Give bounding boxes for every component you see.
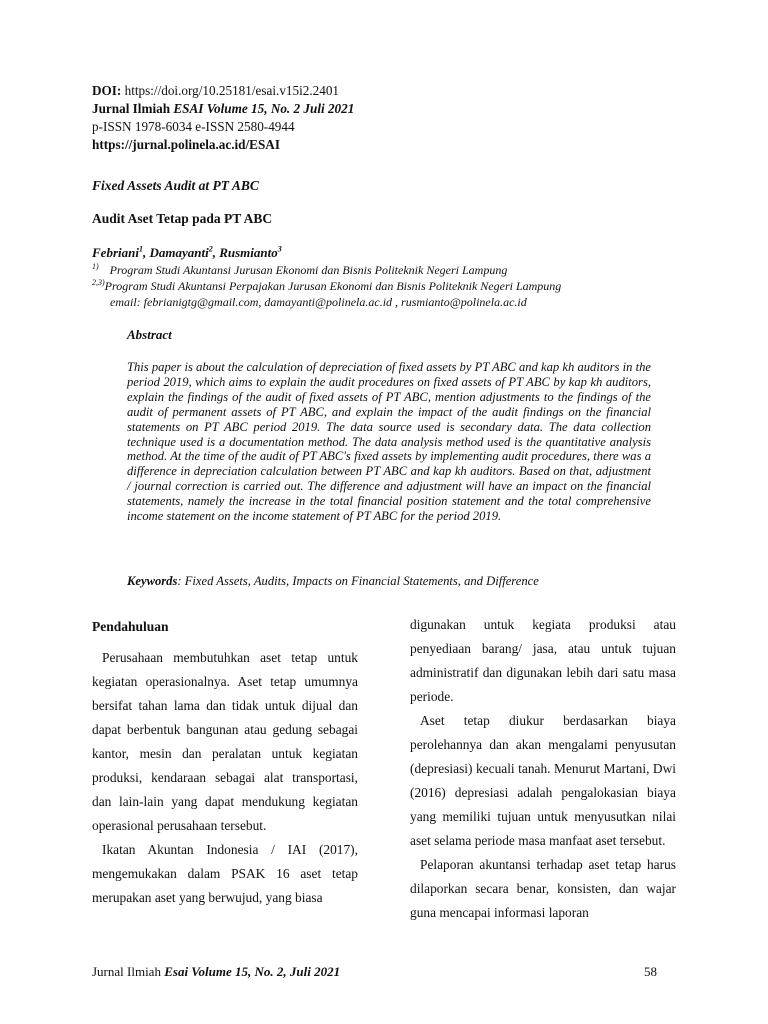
right-column xyxy=(410,613,676,925)
affiliation-mark: 1) xyxy=(92,262,99,271)
paragraph: Pelaporan akuntansi terhadap aset tetap harus dilaporkan secara benar, konsisten, dan wajar guna mencapai informasi laporan xyxy=(410,857,676,920)
footer-journal xyxy=(92,964,340,980)
journal-issue: ESAI Volume 15, No. 2 Juli 2021 xyxy=(173,101,355,116)
author-emails: email: febrianigtg@gmail.com, damayanti@polinela.ac.id , rusmianto@polinela.ac.id xyxy=(110,295,527,309)
affiliation-2 xyxy=(92,279,561,295)
doi-label: DOI: xyxy=(92,83,122,98)
author-sup: 2 xyxy=(208,244,213,254)
keywords-label: Keywords xyxy=(127,574,178,588)
doi-link[interactable]: https://doi.org/10.25181/esai.v15i2.2401 xyxy=(121,83,340,98)
issn-line: p-ISSN 1978-6034 e-ISSN 2580-4944 xyxy=(92,119,295,134)
section-heading: Pendahuluan xyxy=(92,619,169,634)
footer-issue: Esai Volume 15, No. 2, Juli 2021 xyxy=(164,964,341,979)
paragraph: Perusahaan membutuhkan aset tetap untuk kegiatan operasionalnya. Aset tetap umumnya bersifat tahan lama dan tidak untuk dijual dan dapat berbentuk bangunan atau gedung sebagai kantor, mesin dan peralatan untuk kegiatan produksi, kendaraan sebagai alat transportasi, dan lain-lain yang dapat mendukung kegiatan operasional perusahaan tersebut. xyxy=(92,650,358,833)
abstract-heading: Abstract xyxy=(127,327,172,342)
page-number: 58 xyxy=(644,964,657,979)
author-name: Damayanti xyxy=(149,245,209,260)
journal-url[interactable]: https://jurnal.polinela.ac.id/ESAI xyxy=(92,137,280,152)
abstract-text: This paper is about the calculation of depreciation of fixed assets by PT ABC and kap kh auditors in the period 2019, which aims to explain the audit procedures on fixed assets of PT ABC by kap kh auditors, explain the findings of the audit of fixed assets of PT ABC, mention adjustments to the findings of the audit of permanent assets of PT ABC, and explain the impact of the audit findings on the financial statements on PT ABC period 2019. The data source used is secondary data. The data collection technique used is a documentation method. The data analysis method used is the quantitative analysis method. At the time of the audit of PT ABC's fixed assets by implementing audit procedures, there was a difference in depreciation calculation between PT ABC and kap kh auditors. Based on that, adjustment / journal correction is carried out. The difference and adjustment will have an impact on the financial statements, namely the increase in the total financial position statement and the total comprehensive income statement on the income statement of PT ABC for the period 2019. xyxy=(127,360,651,524)
journal-line xyxy=(92,100,354,117)
journal-name: Jurnal Ilmiah xyxy=(92,101,174,116)
left-column xyxy=(92,646,358,910)
paragraph: digunakan untuk kegiata produksi atau penyediaan barang/ jasa, atau untuk tujuan administratif dan digunakan lebih dari satu masa periode. xyxy=(410,617,676,704)
paragraph: Ikatan Akuntan Indonesia / IAI (2017), mengemukakan dalam PSAK 16 aset tetap merupakan aset yang berwujud, yang biasa xyxy=(92,842,358,905)
author-sup: 1 xyxy=(138,244,143,254)
author-name: Febriani xyxy=(92,245,139,260)
paragraph: Aset tetap diukur berdasarkan biaya perolehannya dan akan mengalami penyusutan (depresiasi) kecuali tanah. Menurut Martani, Dwi (2016) depresiasi adalah pengalokasian biaya yang memiliki tujuan untuk menyusutkan nilai aset selama periode masa manfaat aset tersebut. xyxy=(410,713,676,848)
doi-line xyxy=(92,82,339,99)
footer-journal-name: Jurnal Ilmiah xyxy=(92,964,165,979)
affiliation-text: Program Studi Akuntansi Perpajakan Jurusan Ekonomi dan Bisnis Politeknik Negeri Lampung xyxy=(104,279,562,293)
author-name: Rusmianto xyxy=(219,245,278,260)
affiliation-mark: 2,3) xyxy=(92,278,105,287)
author-line: Febriani$^1$, Damayanti$^2$, Rusmianto$^3$ xyxy=(92,244,282,260)
affiliation-text: Program Studi Akuntansi Jurusan Ekonomi dan Bisnis Politeknik Negeri Lampung xyxy=(109,263,508,277)
keywords-text: : Fixed Assets, Audits, Impacts on Financial Statements, and Difference xyxy=(177,574,539,588)
title-indonesian: Audit Aset Tetap pada PT ABC xyxy=(92,211,273,226)
keywords-line xyxy=(127,574,539,589)
author-sup: 3 xyxy=(277,244,282,254)
title-english: Fixed Assets Audit at PT ABC xyxy=(92,178,259,193)
affiliation-1 xyxy=(92,263,507,279)
